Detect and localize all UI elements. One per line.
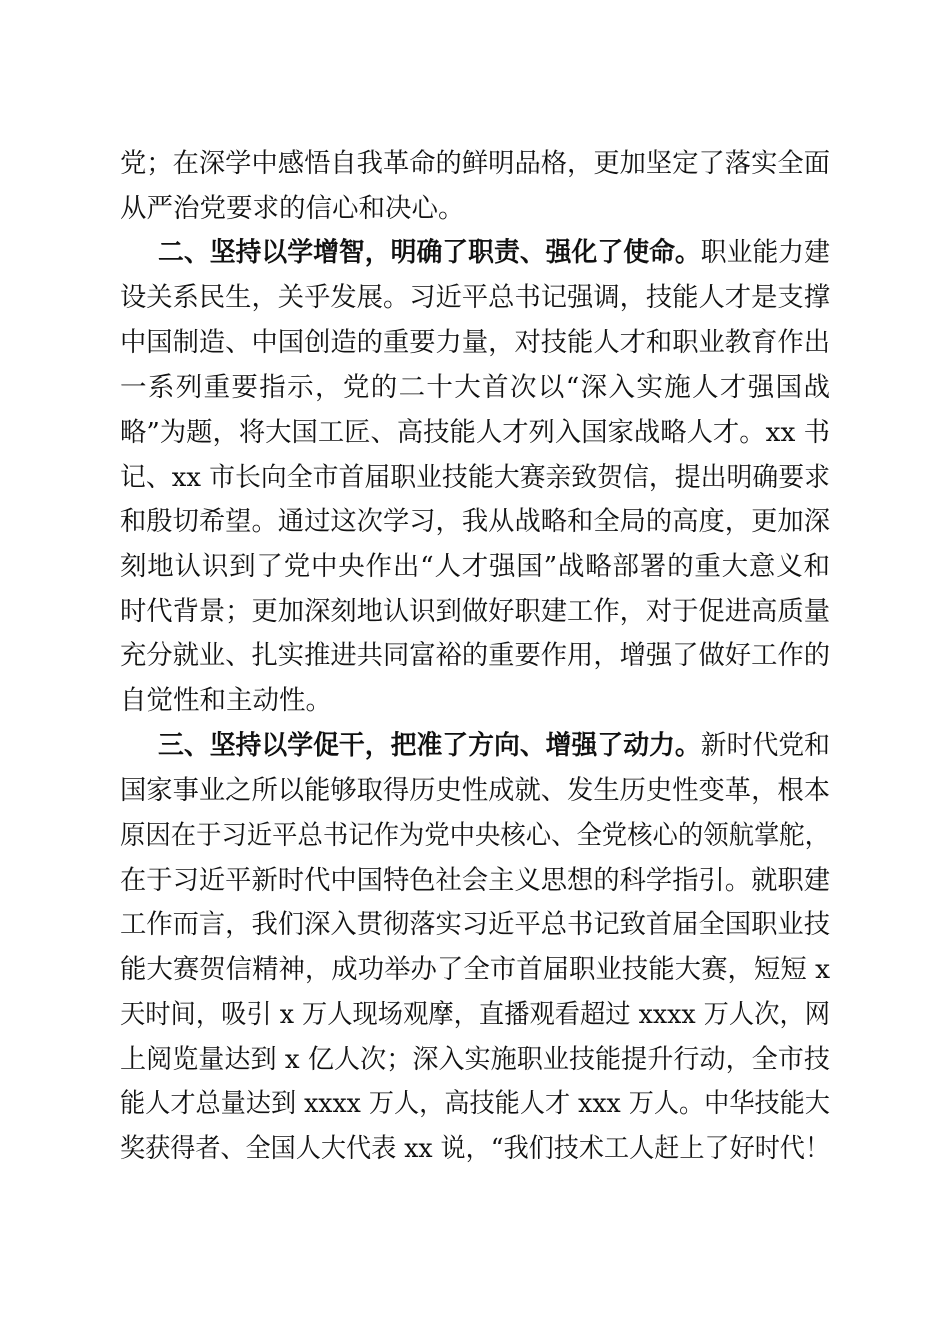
line-text: 职业能力建	[700, 237, 830, 268]
line-text: 记、xx 市长向全市首届职业技能大赛亲致贺信，提出明确要求	[120, 462, 831, 493]
line-text: 新时代党和	[700, 730, 830, 761]
paragraph-line	[120, 368, 830, 408]
line-text: 中国制造、中国创造的重要力量，对技能人才和职业教育作出	[120, 327, 830, 358]
paragraph-line	[120, 413, 830, 453]
line-text: 设关系民生，关乎发展。习近平总书记强调，技能人才是支撑	[120, 282, 830, 313]
line-text: 一系列重要指示，党的二十大首次以“深入实施人才强国战	[120, 372, 830, 403]
section-heading: 二、坚持以学增智，明确了职责、强化了使命。	[158, 237, 701, 268]
paragraph-line	[120, 502, 830, 542]
paragraph-line	[120, 771, 830, 811]
line-text: 天时间，吸引 x 万人现场观摩，直播观看超过 xxxx 万人次，网	[120, 999, 831, 1030]
line-text: 上阅览量达到 x 亿人次；深入实施职业技能提升行动，全市技	[120, 1044, 830, 1075]
paragraph-line	[120, 905, 830, 945]
paragraph-line	[120, 995, 830, 1035]
line-text: 能大赛贺信精神，成功举办了全市首届职业技能大赛，短短 x	[120, 954, 831, 985]
line-text: 和殷切希望。通过这次学习，我从战略和全局的高度，更加深	[120, 506, 830, 537]
line-text: 自觉性和主动性。	[120, 685, 332, 716]
section-heading-line	[158, 726, 830, 766]
paragraph-line	[120, 189, 830, 229]
line-text: 国家事业之所以能够取得历史性成就、发生历史性变革，根本	[120, 775, 830, 806]
paragraph-line	[120, 592, 830, 632]
paragraph-line	[120, 278, 830, 318]
line-text: 充分就业、扎实推进共同富裕的重要作用，增强了做好工作的	[120, 640, 830, 671]
paragraph-line	[120, 861, 830, 901]
paragraph-line	[120, 636, 830, 676]
paragraph-line	[120, 458, 830, 498]
line-text: 从严治党要求的信心和决心。	[120, 193, 465, 224]
line-text: 略”为题，将大国工匠、高技能人才列入国家战略人才。xx 书	[120, 417, 831, 448]
paragraph-line	[120, 547, 830, 587]
paragraph-line	[120, 816, 830, 856]
section-heading: 三、坚持以学促干，把准了方向、增强了动力。	[158, 730, 701, 761]
paragraph-line	[120, 681, 830, 721]
paragraph-line	[120, 1040, 830, 1080]
line-text: 能人才总量达到 xxxx 万人，高技能人才 xxx 万人。中华技能大	[120, 1088, 830, 1119]
line-text: 在于习近平新时代中国特色社会主义思想的科学指引。就职建	[120, 865, 830, 896]
line-text: 工作而言，我们深入贯彻落实习近平总书记致首届全国职业技	[120, 909, 830, 940]
line-text: 原因在于习近平总书记作为党中央核心、全党核心的领航掌舵，	[120, 820, 831, 851]
line-text: 时代背景；更加深刻地认识到做好职建工作，对于促进高质量	[120, 596, 830, 627]
line-text: 奖获得者、全国人大代表 xx 说，“我们技术工人赶上了好时代！	[120, 1133, 831, 1164]
section-heading-line	[158, 233, 830, 273]
line-text: 刻地认识到了党中央作出“人才强国”战略部署的重大意义和	[120, 551, 830, 582]
paragraph-line	[120, 1129, 830, 1169]
paragraph-line	[120, 950, 830, 990]
paragraph-line	[120, 323, 830, 363]
paragraph-line	[120, 144, 830, 184]
line-text: 党；在深学中感悟自我革命的鲜明品格，更加坚定了落实全面	[120, 148, 830, 179]
paragraph-line	[120, 1084, 830, 1124]
